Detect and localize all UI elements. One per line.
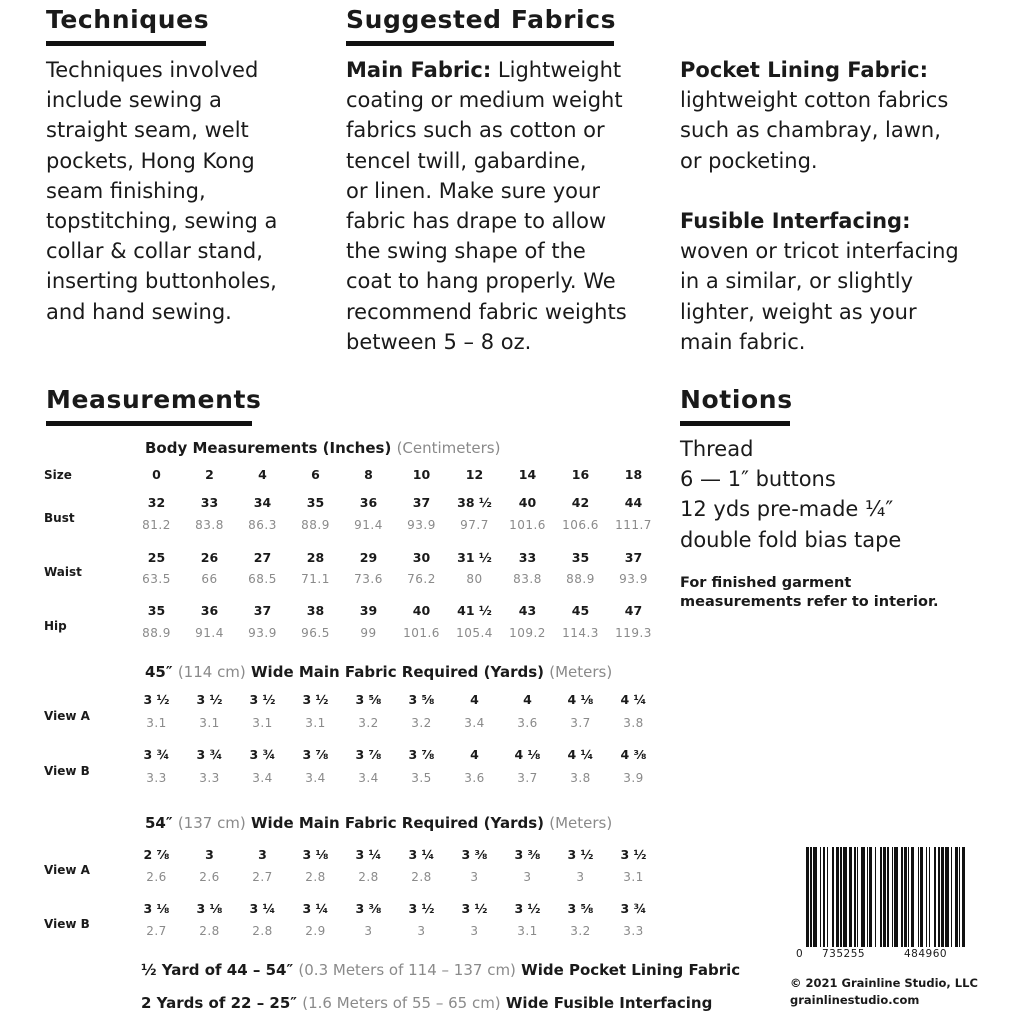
table-cell: 3.2 (411, 716, 432, 730)
table-cell: 99 (360, 626, 377, 640)
table-cell: 3.2 (358, 716, 379, 730)
waist-inches-row (130, 550, 660, 565)
table-cell: 3 ¼ (302, 901, 329, 916)
table-cell: 101.6 (509, 518, 546, 532)
pocket-lining-yardage: ½ Yard of 44 – 54″ (0.3 Meters of 114 – 137 cm) Wide Pocket Lining Fabric (141, 961, 741, 979)
table-cell: 38 (306, 603, 325, 618)
view-a-54-label: View A (44, 863, 90, 877)
table-cell: 106.6 (562, 518, 599, 532)
table-cell: 40 (518, 495, 537, 510)
table-cell: 4 ⅛ (514, 747, 541, 762)
table-cell: 3 ⅞ (302, 747, 329, 762)
table-cell: 3.8 (623, 716, 644, 730)
size-cell: 2 (205, 467, 214, 482)
table-cell: 38 ½ (457, 495, 492, 510)
table-cell: 3 ½ (514, 901, 541, 916)
size-cell: 4 (258, 467, 267, 482)
table-cell: 3 ½ (302, 692, 329, 707)
table-cell: 47 (624, 603, 643, 618)
fabrics-underline (346, 41, 614, 46)
table-cell: 3 (576, 870, 585, 884)
table-cell: 4 (470, 692, 479, 707)
table-cell: 3 (523, 870, 532, 884)
table-cell: 68.5 (248, 572, 277, 586)
table-cell: 3 (417, 924, 426, 938)
table-cell: 31 ½ (457, 550, 492, 565)
techniques-text: Techniques involved include sewing a straight seam, welt pockets, Hong Kong seam finishing, topstitching, sewing a collar & collar stand, inserting buttonholes, and hand sewing. (46, 58, 278, 324)
table-cell: 3.3 (623, 924, 644, 938)
table-cell: 3.1 (146, 716, 167, 730)
size-cell: 12 (465, 467, 484, 482)
table-cell: 3 ⅝ (355, 692, 382, 707)
table-cell: 93.9 (619, 572, 648, 586)
table-cell: 30 (412, 550, 431, 565)
table-cell: 3 ¾ (249, 747, 276, 762)
view-a-45-meters-row (130, 716, 660, 730)
table-cell: 3.3 (199, 771, 220, 785)
table-cell: 33 (518, 550, 537, 565)
table-cell: 91.4 (354, 518, 383, 532)
table-cell: 37 (624, 550, 643, 565)
table-cell: 97.7 (460, 518, 489, 532)
table-cell: 2.8 (305, 870, 326, 884)
table-cell: 101.6 (403, 626, 440, 640)
table-cell: 3.8 (570, 771, 591, 785)
table-cell: 37 (253, 603, 272, 618)
view-b-45-meters-row (130, 771, 660, 785)
table-cell: 80 (466, 572, 483, 586)
size-label: Size (44, 468, 72, 482)
body-measurements-title: Body Measurements (Inches) (Centimeters) (145, 439, 501, 457)
table-cell: 3 (205, 847, 214, 862)
table-cell: 73.6 (354, 572, 383, 586)
table-cell: 2.6 (199, 870, 220, 884)
table-cell: 3 (470, 924, 479, 938)
table-cell: 3.2 (570, 924, 591, 938)
table-cell: 88.9 (301, 518, 330, 532)
list-item: 12 yds pre-made ¼″ (680, 497, 894, 522)
table-cell: 26 (200, 550, 219, 565)
table-cell: 3.4 (305, 771, 326, 785)
table-cell: 4 ¼ (620, 692, 647, 707)
table-cell: 35 (147, 603, 166, 618)
table-cell: 3.4 (358, 771, 379, 785)
table-cell: 3 ½ (567, 847, 594, 862)
table-cell: 83.8 (513, 572, 542, 586)
table-cell: 3.6 (517, 716, 538, 730)
table-cell: 3.7 (570, 716, 591, 730)
table-cell: 3 ⅜ (514, 847, 541, 862)
interfacing-yardage: 2 Yards of 22 – 25″ (1.6 Meters of 55 – 65 cm) Wide Fusible Interfacing (141, 994, 713, 1012)
table-cell: 71.1 (301, 572, 330, 586)
bust-inches-row (130, 495, 660, 510)
techniques-underline (46, 41, 206, 46)
table-cell: 42 (571, 495, 590, 510)
table-cell: 2.9 (305, 924, 326, 938)
table-cell: 3 ⅛ (143, 901, 170, 916)
table-cell: 2.7 (252, 870, 273, 884)
table-cell: 36 (359, 495, 378, 510)
table-cell: 3.7 (517, 771, 538, 785)
table-cell: 3 ¾ (143, 747, 170, 762)
barcode-bar (965, 847, 968, 947)
table-cell: 3.4 (464, 716, 485, 730)
table-cell: 3.6 (464, 771, 485, 785)
table-cell: 29 (359, 550, 378, 565)
table-cell: 3 ¾ (196, 747, 223, 762)
view-b-45-label: View B (44, 764, 90, 778)
table-cell: 3 ⅛ (302, 847, 329, 862)
fabrics-heading: Suggested Fabrics (346, 5, 617, 34)
table-cell: 96.5 (301, 626, 330, 640)
table-cell: 3 ½ (249, 692, 276, 707)
notions-heading: Notions (680, 385, 793, 414)
table-cell: 3.1 (305, 716, 326, 730)
table-cell: 3 ⅜ (461, 847, 488, 862)
measurements-heading: Measurements (46, 385, 262, 414)
barcode-digit-left: 0 (796, 948, 804, 960)
table-cell: 111.7 (615, 518, 652, 532)
table-cell: 2.8 (358, 870, 379, 884)
table-cell: 88.9 (142, 626, 171, 640)
table-cell: 3 ½ (196, 692, 223, 707)
view-b-54-meters-row (130, 924, 660, 938)
size-cell: 16 (571, 467, 590, 482)
table-cell: 3 (364, 924, 373, 938)
table-cell: 37 (412, 495, 431, 510)
pocket-lining-body: lightweight cotton fabrics such as chambray, lawn, or pocketing. (680, 88, 949, 173)
table-cell: 3 ⅞ (408, 747, 435, 762)
main-fabric-body: Lightweight coating or medium weight fabrics such as cotton or tencel twill, gabardine, or linen. Make sure your fabric has drape to allow the swing shape of the coat to hang properly. We recommend fabric weights between 5 – 8 oz. (346, 58, 627, 354)
barcode-digits-group-2: 484960 (904, 948, 948, 960)
table-cell: 86.3 (248, 518, 277, 532)
list-item: 6 — 1″ buttons (680, 467, 836, 492)
table-cell: 93.9 (248, 626, 277, 640)
table-cell: 4 (470, 747, 479, 762)
table-cell: 91.4 (195, 626, 224, 640)
techniques-heading: Techniques (46, 5, 210, 34)
table-cell: 35 (306, 495, 325, 510)
table-cell: 3 ⅞ (355, 747, 382, 762)
copyright-text: © 2021 Grainline Studio, LLC (790, 976, 978, 990)
table-cell: 35 (571, 550, 590, 565)
table-cell: 3 ½ (143, 692, 170, 707)
size-cell: 18 (624, 467, 643, 482)
size-cell: 0 (152, 467, 161, 482)
table-cell: 3 ½ (620, 847, 647, 862)
table-cell: 2 ⅞ (143, 847, 170, 862)
list-item: Thread (680, 437, 754, 461)
interfacing-label: Fusible Interfacing: (680, 209, 911, 233)
main-fabric-label: Main Fabric: (346, 58, 492, 82)
table-cell: 25 (147, 550, 166, 565)
table-cell: 3 (470, 870, 479, 884)
table-cell: 3 ¼ (249, 901, 276, 916)
table-cell: 4 ⅛ (567, 692, 594, 707)
table-cell: 27 (253, 550, 272, 565)
table-cell: 3.1 (517, 924, 538, 938)
table-cell: 88.9 (566, 572, 595, 586)
main-fabric-text (346, 55, 666, 357)
waist-label: Waist (44, 565, 82, 579)
table-cell: 2.8 (252, 924, 273, 938)
bust-label: Bust (44, 511, 75, 525)
table-cell: 45 (571, 603, 590, 618)
table-cell: 4 ⅜ (620, 747, 647, 762)
table-cell: 40 (412, 603, 431, 618)
table-cell: 81.2 (142, 518, 171, 532)
table-cell: 3 (258, 847, 267, 862)
table-cell: 32 (147, 495, 166, 510)
hip-label: Hip (44, 619, 67, 633)
hip-inches-row (130, 603, 660, 618)
barcode-image (806, 847, 968, 947)
table-cell: 28 (306, 550, 325, 565)
table-cell: 114.3 (562, 626, 599, 640)
table-cell: 109.2 (509, 626, 546, 640)
fabric-45-title: 45″ (114 cm) Wide Main Fabric Required (Yards) (Meters) (145, 663, 613, 681)
table-cell: 3.5 (411, 771, 432, 785)
table-cell: 3.1 (623, 870, 644, 884)
table-cell: 3 ¾ (620, 901, 647, 916)
barcode-digits-group-1: 735255 (822, 948, 866, 960)
view-a-45-label: View A (44, 709, 90, 723)
table-cell: 76.2 (407, 572, 436, 586)
table-cell: 2.7 (146, 924, 167, 938)
notions-underline (680, 421, 790, 426)
view-a-54-yards-row (130, 847, 660, 862)
table-cell: 3 ¼ (408, 847, 435, 862)
website-text: grainlinestudio.com (790, 993, 920, 1007)
view-b-45-yards-row (130, 747, 660, 762)
table-cell: 3.4 (252, 771, 273, 785)
bust-cm-row (130, 518, 660, 532)
view-b-54-label: View B (44, 917, 90, 931)
table-cell: 3 ⅛ (196, 901, 223, 916)
table-cell: 41 ½ (457, 603, 492, 618)
table-cell: 34 (253, 495, 272, 510)
table-cell: 2.6 (146, 870, 167, 884)
table-cell: 43 (518, 603, 537, 618)
table-cell: 83.8 (195, 518, 224, 532)
table-cell: 44 (624, 495, 643, 510)
table-cell: 33 (200, 495, 219, 510)
table-cell: 3 ⅝ (567, 901, 594, 916)
table-cell: 3.1 (199, 716, 220, 730)
notions-list (680, 434, 1010, 555)
table-cell: 63.5 (142, 572, 171, 586)
table-cell: 105.4 (456, 626, 493, 640)
table-cell: 3.1 (252, 716, 273, 730)
view-b-54-yards-row (130, 901, 660, 916)
waist-cm-row (130, 572, 660, 586)
table-cell: 3 ⅜ (355, 901, 382, 916)
hip-cm-row (130, 626, 660, 640)
size-cell: 8 (364, 467, 373, 482)
table-cell: 2.8 (199, 924, 220, 938)
list-item: double fold bias tape (680, 527, 902, 552)
table-cell: 39 (359, 603, 378, 618)
table-cell: 3 ⅝ (408, 692, 435, 707)
table-cell: 3 ½ (461, 901, 488, 916)
pocket-lining-label: Pocket Lining Fabric: (680, 58, 929, 82)
table-cell: 3 ½ (408, 901, 435, 916)
table-cell: 3.3 (146, 771, 167, 785)
finished-measurements-note: For finished garment measurements refer to interior. (680, 575, 939, 610)
table-cell: 36 (200, 603, 219, 618)
size-cell: 14 (518, 467, 537, 482)
pocket-lining-text (680, 55, 1010, 176)
fabric-54-title: 54″ (137 cm) Wide Main Fabric Required (Yards) (Meters) (145, 814, 613, 832)
table-cell: 2.8 (411, 870, 432, 884)
size-cell: 6 (311, 467, 320, 482)
table-cell: 66 (201, 572, 218, 586)
measurements-underline (46, 421, 252, 426)
table-cell: 93.9 (407, 518, 436, 532)
table-cell: 4 (523, 692, 532, 707)
table-cell: 4 ¼ (567, 747, 594, 762)
view-a-54-meters-row (130, 870, 660, 884)
interfacing-body: woven or tricot interfacing in a similar, or slightly lighter, weight as your main fabric. (680, 239, 959, 354)
interfacing-text (680, 206, 1010, 357)
view-a-45-yards-row (130, 692, 660, 707)
size-cell: 10 (412, 467, 431, 482)
table-cell: 3 ¼ (355, 847, 382, 862)
table-cell: 3.9 (623, 771, 644, 785)
size-row (130, 467, 660, 482)
table-cell: 119.3 (615, 626, 652, 640)
